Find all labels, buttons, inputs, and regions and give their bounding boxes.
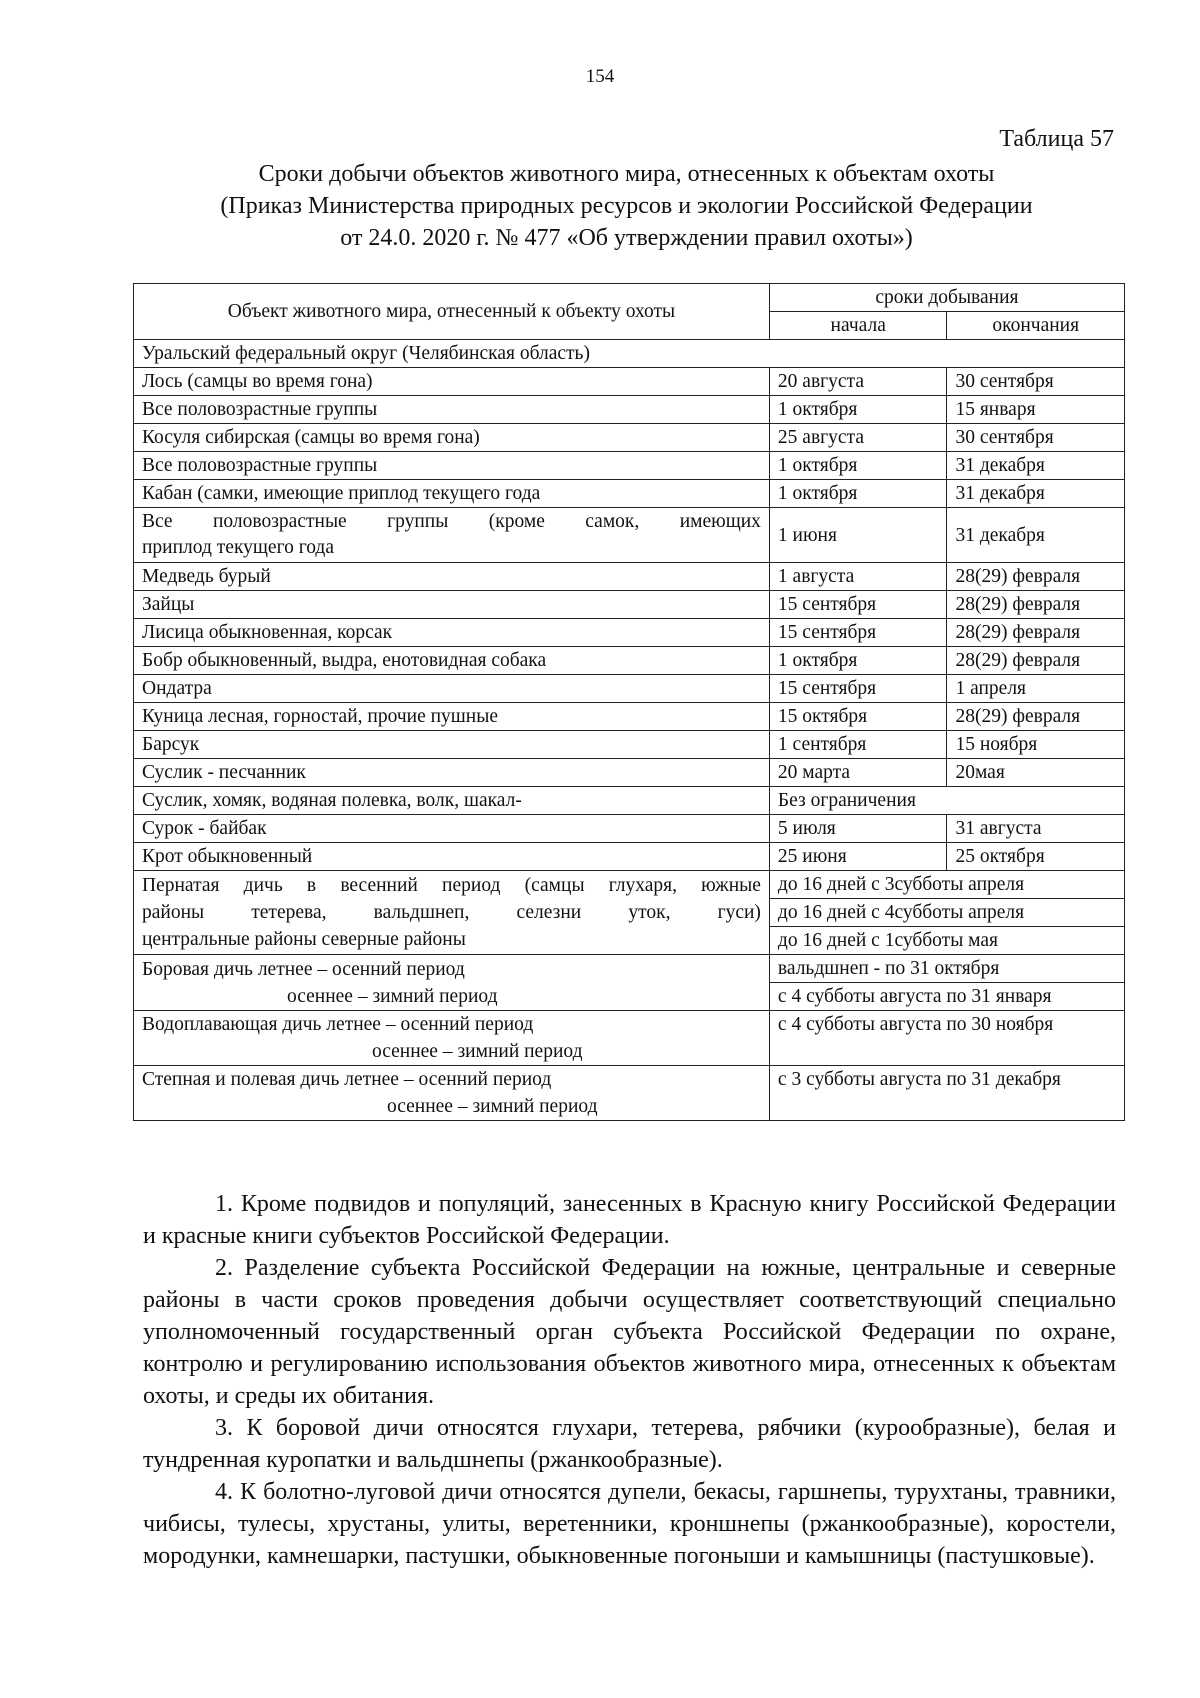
object-line: центральные районы северные районы — [142, 929, 466, 950]
table-row — [134, 703, 1125, 731]
start-cell: 1 сентября — [769, 731, 947, 759]
notes — [143, 1188, 1116, 1572]
start-cell: 15 сентября — [769, 591, 947, 619]
object-cell: Бобр обыкновенный, выдра, енотовидная собака — [134, 647, 770, 675]
end-cell: 31 декабря — [947, 452, 1125, 480]
end-cell: 30 сентября — [947, 368, 1125, 396]
object-line: Степная и полевая дичь летнее – осенний период — [142, 1069, 552, 1090]
start-cell: 1 октября — [769, 396, 947, 424]
object-cell: Суслик - песчанник — [134, 759, 770, 787]
region-row — [134, 340, 1125, 368]
hunting-periods-table — [133, 283, 1125, 1121]
period-cell: с 4 субботы августа по 30 ноября — [769, 1011, 1124, 1066]
table-row — [134, 675, 1125, 703]
title-line: (Приказ Министерства природных ресурсов и экологии Российской Федерации — [220, 193, 1033, 219]
table-row — [134, 815, 1125, 843]
object-cell: Крот обыкновенный — [134, 843, 770, 871]
table-row — [134, 731, 1125, 759]
period-cell: с 3 субботы августа по 31 декабря — [769, 1066, 1124, 1121]
end-cell: 31 декабря — [947, 508, 1125, 563]
start-cell: 20 августа — [769, 368, 947, 396]
start-cell: 5 июля — [769, 815, 947, 843]
end-cell: 20мая — [947, 759, 1125, 787]
object-line: осеннее – зимний период — [287, 985, 498, 1007]
header-start: начала — [769, 312, 947, 340]
end-cell: 25 октября — [947, 843, 1125, 871]
start-cell: 20 марта — [769, 759, 947, 787]
start-cell: 1 октября — [769, 480, 947, 508]
table-row — [134, 647, 1125, 675]
end-cell: 28(29) февраля — [947, 563, 1125, 591]
table-row — [134, 759, 1125, 787]
object-cell: Суслик, хомяк, водяная полевка, волк, шакал- — [134, 787, 770, 815]
table-row — [134, 1066, 1125, 1121]
object-cell: Все половозрастные группы — [134, 452, 770, 480]
start-cell: 15 октября — [769, 703, 947, 731]
period-cell: до 16 дней с 1субботы мая — [769, 927, 1124, 955]
table-title — [135, 158, 1118, 254]
table-row — [134, 955, 1125, 983]
header-end: окончания — [947, 312, 1125, 340]
table-header-row — [134, 284, 1125, 312]
start-cell: 15 сентября — [769, 619, 947, 647]
object-cell: Зайцы — [134, 591, 770, 619]
start-cell: 1 августа — [769, 563, 947, 591]
table-label: Таблица 57 — [999, 126, 1114, 152]
object-cell: Медведь бурый — [134, 563, 770, 591]
object-cell: Сурок - байбак — [134, 815, 770, 843]
table-row — [134, 787, 1125, 815]
table-row — [134, 368, 1125, 396]
table-row — [134, 591, 1125, 619]
end-cell: 15 ноября — [947, 731, 1125, 759]
table-row — [134, 424, 1125, 452]
end-cell: 31 августа — [947, 815, 1125, 843]
object-line: Все половозрастные группы (кроме самок, имеющих — [142, 511, 761, 532]
object-cell: Ондатра — [134, 675, 770, 703]
object-cell: Все половозрастные группы — [134, 396, 770, 424]
table-row — [134, 563, 1125, 591]
table-row — [134, 1011, 1125, 1066]
period-cell: вальдшнеп - по 31 октября — [769, 955, 1124, 983]
end-cell: 15 января — [947, 396, 1125, 424]
start-cell: 25 августа — [769, 424, 947, 452]
object-cell: Куница лесная, горностай, прочие пушные — [134, 703, 770, 731]
object-line: осеннее – зимний период — [387, 1096, 598, 1117]
end-cell: 30 сентября — [947, 424, 1125, 452]
end-cell: 28(29) февраля — [947, 647, 1125, 675]
object-cell: Лось (самцы во время гона) — [134, 368, 770, 396]
table-row — [134, 396, 1125, 424]
period-cell: Без ограничения — [769, 787, 1124, 815]
page-number: 154 — [585, 66, 615, 87]
note-paragraph: 4. К болотно-луговой дичи относятся дупели, бекасы, гаршнепы, турухтаны, травники, чибисы, тулесы, хрустаны, улиты, веретенники, кроншнепы (ржанкообразные), коростели, мородунки, камнешарки, пастушки, обыкновенные погоныши и камышницы (пастушковые). — [143, 1479, 1116, 1569]
object-line: Водоплавающая дичь летнее – осенний период — [142, 1014, 534, 1035]
object-line: районы тетерева, вальдшнеп, селезни уток, гуси) — [142, 902, 761, 923]
region-cell: Уральский федеральный округ (Челябинская область) — [134, 340, 1125, 368]
object-cell — [134, 508, 770, 563]
object-cell — [134, 1066, 770, 1121]
table-row — [134, 452, 1125, 480]
title-line: от 24.0. 2020 г. № 477 «Об утверждении правил охоты») — [340, 225, 913, 251]
table-row — [134, 619, 1125, 647]
object-cell — [134, 1011, 770, 1066]
start-cell: 1 октября — [769, 452, 947, 480]
note-paragraph: 2. Разделение субъекта Российской Федерации на южные, центральные и северные районы в части сроков проведения добычи осуществляет соответствующий специально уполномоченный государственный орган субъекта Российской Федерации по охране, контролю и регулированию использования объектов животного мира, отнесенных к объектам охоты, и среды их обитания. — [143, 1255, 1116, 1409]
note-paragraph: 1. Кроме подвидов и популяций, занесенных в Красную книгу Российской Федерации и красные книги субъектов Российской Федерации. — [143, 1191, 1116, 1249]
object-cell — [134, 955, 770, 1011]
object-cell: Барсук — [134, 731, 770, 759]
start-cell: 1 октября — [769, 647, 947, 675]
start-cell: 1 июня — [769, 508, 947, 563]
period-cell: до 16 дней с 3субботы апреля — [769, 871, 1124, 899]
end-cell: 28(29) февраля — [947, 619, 1125, 647]
table-row — [134, 508, 1125, 563]
object-line: приплод текущего года — [142, 537, 334, 558]
end-cell: 28(29) февраля — [947, 591, 1125, 619]
start-cell: 25 июня — [769, 843, 947, 871]
note-paragraph: 3. К боровой дичи относятся глухари, тетерева, рябчики (курообразные), белая и тундренная куропатки и вальдшнепы (ржанкообразные). — [143, 1415, 1116, 1473]
object-line: Пернатая дичь в весенний период (самцы глухаря, южные — [142, 875, 761, 896]
end-cell: 31 декабря — [947, 480, 1125, 508]
header-period: сроки добывания — [769, 284, 1124, 312]
start-cell: 15 сентября — [769, 675, 947, 703]
period-cell: с 4 субботы августа по 31 января — [769, 983, 1124, 1011]
table-row — [134, 871, 1125, 899]
object-cell — [134, 871, 770, 955]
object-cell: Косуля сибирская (самцы во время гона) — [134, 424, 770, 452]
end-cell: 28(29) февраля — [947, 703, 1125, 731]
title-line: Сроки добычи объектов животного мира, отнесенных к объектам охоты — [258, 161, 995, 187]
end-cell: 1 апреля — [947, 675, 1125, 703]
header-object: Объект животного мира, отнесенный к объекту охоты — [134, 284, 770, 340]
object-line: Боровая дичь летнее – осенний период — [142, 958, 465, 980]
period-cell: до 16 дней с 4субботы апреля — [769, 899, 1124, 927]
table-row — [134, 480, 1125, 508]
object-cell: Кабан (самки, имеющие приплод текущего года — [134, 480, 770, 508]
object-cell: Лисица обыкновенная, корсак — [134, 619, 770, 647]
object-line: осеннее – зимний период — [372, 1041, 583, 1062]
table-row — [134, 843, 1125, 871]
